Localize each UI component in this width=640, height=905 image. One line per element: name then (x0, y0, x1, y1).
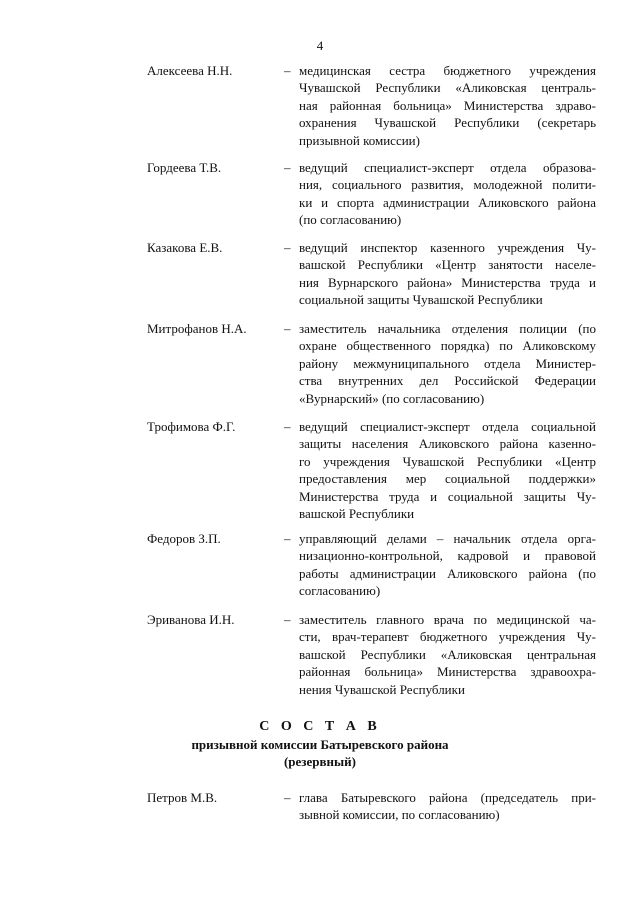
member-position-line: ная районная больница» Министерства здраво- (299, 97, 596, 113)
member-name: Казакова Е.В. (147, 240, 223, 255)
member-position-line: управляющий делами – начальник отдела орга- (299, 531, 596, 546)
member-position-line: заместитель главного врача по медицинской ча- (299, 612, 596, 627)
member-position-line: ведущий специалист-эксперт отдела образова- (299, 160, 596, 175)
member-dash: – (284, 63, 291, 78)
member-position-line: охране общественного порядка) по Аликовскому (299, 338, 596, 354)
member-position-line: предоставления мер социальной поддержки» (299, 471, 596, 487)
member-name: Трофимова Ф.Г. (147, 419, 236, 434)
member-position-line: ния Вурнарского района» Министерства труда и (299, 274, 596, 290)
member-dash: – (284, 240, 291, 255)
member-position-line: го учреждения Чувашской Республики «Центр (299, 453, 596, 469)
member-name: Эриванова И.Н. (147, 612, 235, 627)
member-position-line: ния, социального развития, молодежной полити- (299, 177, 596, 193)
member-position-line: вашской Республики (299, 506, 415, 521)
member-position-line: «Вурнарский» (по согласованию) (299, 390, 485, 406)
member-position-line: району межмуниципального отдела Министер- (299, 355, 596, 371)
member-position-line: (по согласованию) (299, 212, 402, 228)
member-name: Петров М.В. (147, 790, 218, 805)
member-position-line: вашской Республики «Центр занятости населе- (299, 257, 596, 273)
member-position-line: Министерства труда и социальной защиты Чу- (299, 488, 596, 504)
member-position-line: глава Батыревского района (председатель при- (299, 790, 596, 805)
member-position-line: медицинская сестра бюджетного учреждения (299, 63, 596, 78)
member-dash: – (284, 321, 291, 336)
member-position-line: призывной комиссии) (299, 132, 420, 148)
member-position-line: нения Чувашской Республики (299, 681, 465, 697)
member-position-line: районная больница» Министерства здравоохра- (299, 664, 596, 680)
member-position-line: ства внутренних дел Российской Федерации (299, 373, 596, 389)
member-position-line: социальной защиты Чувашской Республики (299, 292, 543, 308)
section-note: (резервный) (283, 754, 357, 769)
member-position-line: работы администрации Аликовского района (по (299, 565, 596, 581)
member-name: Алексеева Н.Н. (147, 63, 233, 78)
member-dash: – (284, 790, 291, 805)
member-position-line: низационно-контрольной, кадровой и правовой (299, 548, 596, 564)
member-position-line: ведущий инспектор казенного учреждения Чу- (299, 240, 596, 255)
member-position-line: заместитель начальника отделения полиции (по (299, 321, 596, 336)
member-name: Митрофанов Н.А. (147, 321, 247, 336)
section-title: С О С Т А В (259, 719, 381, 734)
member-position-line: вашской Республики «Аликовская центральная (299, 646, 596, 662)
member-dash: – (284, 531, 291, 546)
page-number: 4 (316, 38, 324, 53)
member-dash: – (284, 612, 291, 627)
section-subtitle: призывной комиссии Батыревского района (191, 737, 449, 752)
member-position-line: Чувашской Республики «Аликовская централь- (299, 80, 596, 96)
member-name: Гордеева Т.В. (147, 160, 222, 175)
member-dash: – (284, 160, 291, 175)
member-position-line: сти, врач-терапевт бюджетного учреждения Чу- (299, 629, 596, 645)
member-position-line: ки и спорта администрации Аликовского района (299, 194, 596, 210)
member-position-line: охранения Чувашской Республики (секретарь (299, 115, 596, 131)
member-position-line: зывной комиссии, по согласованию) (299, 807, 500, 823)
member-position-line: ведущий специалист-эксперт отдела социальной (299, 419, 596, 434)
member-position-line: согласованию) (299, 583, 381, 599)
member-dash: – (284, 419, 291, 434)
member-position-line: защиты населения Аликовского района казенно- (299, 436, 596, 452)
member-name: Федоров З.П. (147, 531, 221, 546)
